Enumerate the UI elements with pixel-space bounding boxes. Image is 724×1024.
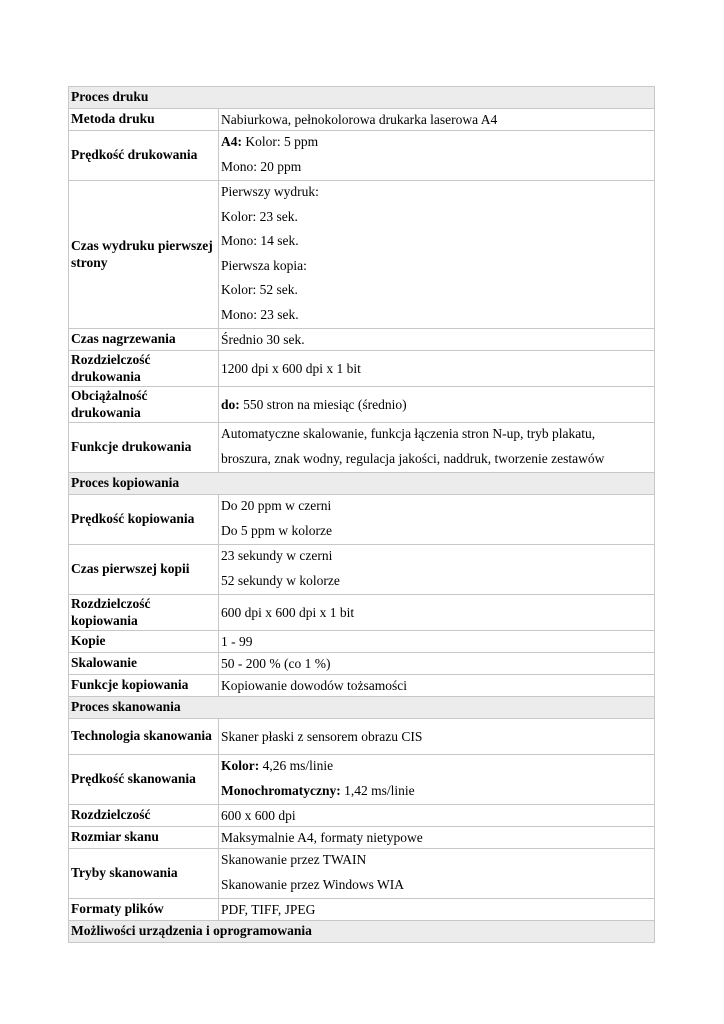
value-line: 600 dpi x 600 dpi x 1 bit — [221, 604, 355, 620]
value-line: Mono: 20 ppm — [221, 158, 302, 174]
value-line: 600 x 600 dpi — [221, 807, 296, 823]
value-line: 23 sekundy w czerni — [221, 548, 333, 563]
value-text: 4,26 ms/linie — [259, 758, 334, 773]
value-line: Mono: 23 sek. — [221, 306, 299, 322]
value-line — [221, 755, 652, 780]
table-row — [69, 495, 655, 545]
table-row — [69, 631, 655, 653]
row-label: Tryby skanowania — [69, 849, 219, 899]
section-header-copy: Proces kopiowania — [69, 473, 655, 495]
value-line: Mono: 14 sek. — [221, 233, 299, 248]
table-row — [69, 755, 655, 805]
row-value — [219, 827, 655, 849]
row-value — [219, 329, 655, 351]
value-key: Kolor: — [221, 758, 260, 773]
table-row — [69, 805, 655, 827]
value-line: 50 - 200 % (co 1 %) — [221, 655, 331, 671]
row-value — [219, 675, 655, 697]
table-row — [69, 473, 655, 495]
row-label: Rozdzielczość drukowania — [69, 351, 219, 387]
row-value — [219, 131, 655, 181]
value-key: do: — [221, 396, 240, 412]
row-value — [219, 631, 655, 653]
value-key: Monochromatyczny: — [221, 782, 341, 798]
value-line: Pierwszy wydruk: — [221, 184, 319, 199]
value-line: Maksymalnie A4, formaty nietypowe — [221, 829, 423, 845]
table-row — [69, 595, 655, 631]
table-row — [69, 545, 655, 595]
row-value — [219, 755, 655, 805]
value-line: Skanowanie przez TWAIN — [221, 852, 367, 867]
spec-document — [68, 86, 655, 943]
row-label: Czas wydruku pierwszej strony — [69, 181, 219, 329]
table-row — [69, 697, 655, 719]
row-label: Skalowanie — [69, 653, 219, 675]
value-line: Automatyczne skalowanie, funkcja łączenia stron N-up, tryb plakatu, — [221, 426, 596, 441]
value-line: 1 - 99 — [221, 633, 253, 649]
table-row — [69, 899, 655, 921]
table-row — [69, 351, 655, 387]
row-label: Technologia skanowania — [69, 719, 219, 755]
value-line: PDF, TIFF, JPEG — [221, 901, 316, 917]
row-label: Rozmiar skanu — [69, 827, 219, 849]
value-line: Do 5 ppm w kolorze — [221, 522, 332, 538]
section-header-device: Możliwości urządzenia i oprogramowania — [69, 921, 655, 943]
value-line: Kolor: 23 sek. — [221, 208, 298, 224]
row-value — [219, 109, 655, 131]
row-label: Formaty plików — [69, 899, 219, 921]
table-row — [69, 87, 655, 109]
row-value — [219, 899, 655, 921]
table-row — [69, 675, 655, 697]
value-line: Pierwsza kopia: — [221, 257, 307, 273]
row-label: Prędkość skanowania — [69, 755, 219, 805]
table-row — [69, 719, 655, 755]
value-line — [221, 395, 652, 415]
table-row — [69, 849, 655, 899]
table-row — [69, 921, 655, 943]
value-line — [221, 780, 652, 805]
row-value — [219, 181, 655, 329]
table-row — [69, 827, 655, 849]
value-line: Skanowanie przez Windows WIA — [221, 876, 405, 892]
row-label: Czas nagrzewania — [69, 329, 219, 351]
value-line: Skaner płaski z sensorem obrazu CIS — [221, 728, 423, 744]
row-value — [219, 423, 655, 473]
value-line: Kolor: 52 sek. — [221, 282, 298, 297]
section-header-print: Proces druku — [69, 87, 655, 109]
row-label: Metoda druku — [69, 109, 219, 131]
value-text: 550 stron na miesiąc (średnio) — [239, 396, 407, 412]
row-label: Obciążalność drukowania — [69, 387, 219, 423]
spec-table — [68, 86, 655, 943]
value-line: Kopiowanie dowodów tożsamości — [221, 677, 407, 693]
value-text: Kolor: 5 ppm — [242, 134, 319, 149]
row-value — [219, 545, 655, 595]
row-label: Prędkość drukowania — [69, 131, 219, 181]
section-header-scan: Proces skanowania — [69, 697, 655, 719]
value-line: 1200 dpi x 600 dpi x 1 bit — [221, 360, 361, 376]
row-label: Kopie — [69, 631, 219, 653]
value-line — [221, 131, 652, 156]
row-value — [219, 849, 655, 899]
row-label: Rozdzielczość kopiowania — [69, 595, 219, 631]
row-label: Funkcje drukowania — [69, 423, 219, 473]
value-line: broszura, znak wodny, regulacja jakości, naddruk, tworzenie zestawów — [221, 450, 605, 466]
row-value — [219, 653, 655, 675]
value-text: 1,42 ms/linie — [340, 782, 415, 798]
table-row — [69, 109, 655, 131]
row-label: Rozdzielczość — [69, 805, 219, 827]
table-row — [69, 653, 655, 675]
row-value — [219, 495, 655, 545]
row-value — [219, 719, 655, 755]
value-line: Do 20 ppm w czerni — [221, 498, 332, 513]
row-value — [219, 387, 655, 423]
row-label: Prędkość kopiowania — [69, 495, 219, 545]
table-row — [69, 181, 655, 329]
row-value — [219, 351, 655, 387]
value-line: Nabiurkowa, pełnokolorowa drukarka laserowa A4 — [221, 111, 498, 127]
row-value — [219, 595, 655, 631]
table-row — [69, 423, 655, 473]
table-row — [69, 329, 655, 351]
table-row — [69, 131, 655, 181]
value-key: A4: — [221, 134, 242, 149]
table-row — [69, 387, 655, 423]
row-value — [219, 805, 655, 827]
row-label: Czas pierwszej kopii — [69, 545, 219, 595]
value-line: 52 sekundy w kolorze — [221, 572, 340, 588]
row-label: Funkcje kopiowania — [69, 675, 219, 697]
value-line: Średnio 30 sek. — [221, 331, 305, 347]
